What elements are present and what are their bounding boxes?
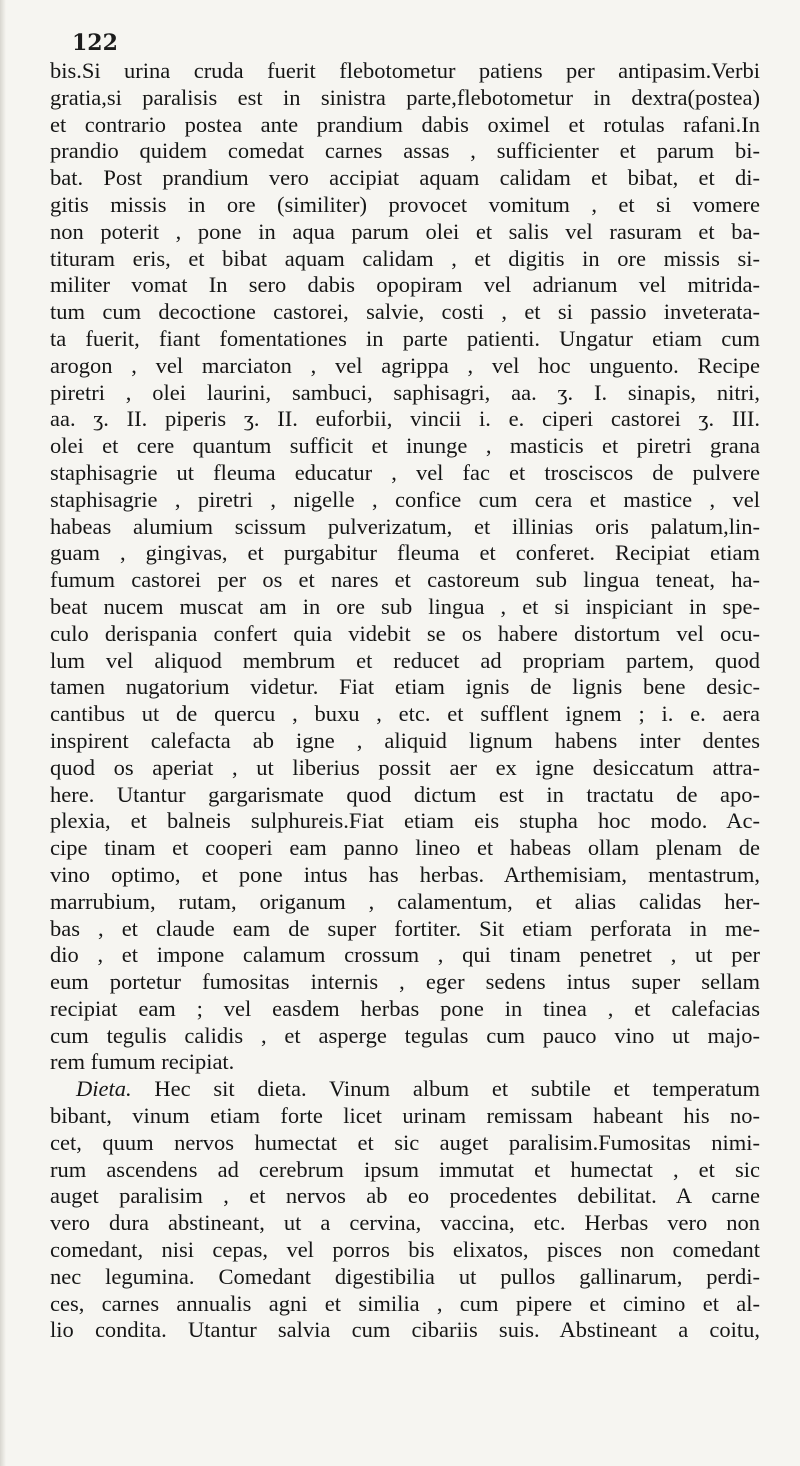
text-line: olei et cere quantum sufficit et inunge , masticis et piretri grana [50, 433, 760, 459]
text-line: rum ascendens ad cerebrum ipsum immutat et humectat , et sic [50, 1156, 760, 1182]
text-line: non poterit , pone in aqua parum olei et salis vel rasuram et ba- [50, 218, 760, 244]
text-line: inspirent calefacta ab igne , aliquid lignum habens inter dentes [50, 727, 760, 753]
text-line: gratia,si paralisis est in sinistra parte,flebotometur in dextra(postea) [50, 84, 760, 110]
text-line: habeas alumium scissum pulverizatum, et illinias oris palatum,lin- [50, 513, 760, 539]
text-line: comedant, nisi cepas, vel porros bis elixatos, pisces non comedant [50, 1237, 760, 1263]
text-line: staphisagrie ut fleuma educatur , vel fac et trosciscos de pulvere [50, 459, 760, 485]
dieta-heading-line [50, 1076, 760, 1103]
text-line: militer vomat In sero dabis opopiram vel adrianum vel mitrida- [50, 272, 760, 298]
text-line: ta fuerit, fiant fomentationes in parte patienti. Ungatur etiam cum [50, 325, 760, 351]
body-text [50, 58, 760, 1344]
page-number: 122 [72, 30, 118, 56]
text-line: bis.Si urina cruda fuerit flebotometur patiens per antipasim.Verbi [50, 58, 760, 83]
text-line: quod os aperiat , ut liberius possit aer ex igne desiccatum attra- [50, 754, 760, 780]
text-line: lio condita. Utantur salvia cum cibariis suis. Abstineant a coitu, [50, 1317, 760, 1343]
text-line: plexia, et balneis sulphureis.Fiat etiam eis stupha hoc modo. Ac- [50, 808, 760, 834]
text-line: staphisagrie , piretri , nigelle , confice cum cera et mastice , vel [50, 486, 760, 512]
text-line: cipe tinam et cooperi eam panno lineo et habeas ollam plenam de [50, 835, 760, 861]
text-line: culo derispania confert quia videbit se os habere distortum vel ocu- [50, 620, 760, 646]
text-line: tituram eris, et bibat aquam calidam , et digitis in ore missis si- [50, 245, 760, 271]
scan-edge-shadow [0, 0, 6, 1466]
text-line: ces, carnes annualis agni et similia , cum pipere et cimino et al- [50, 1290, 760, 1316]
text-line: piretri , olei laurini, sambuci, saphisagri, aa. ʒ. I. sinapis, nitri, [50, 379, 760, 405]
text-line: vino optimo, et pone intus has herbas. Arthemisiam, mentastrum, [50, 861, 760, 887]
text-line: bas , et claude eam de super fortiter. Sit etiam perforata in me- [50, 915, 760, 941]
text-line: bat. Post prandium vero accipiat aquam calidam et bibat, et di- [50, 165, 760, 191]
text-line: tamen nugatorium videtur. Fiat etiam ignis de lignis bene desic- [50, 674, 760, 700]
text-line: rem fumum recipiat. [50, 1049, 235, 1075]
dieta-label: Dieta. [76, 1076, 132, 1102]
text-line: eum portetur fumositas internis , eger sedens intus super sellam [50, 969, 760, 995]
text-line: cantibus ut de quercu , buxu , etc. et sufflent ignem ; i. e. aera [50, 701, 760, 727]
text-line: prandio quidem comedat carnes assas , sufficienter et parum bi- [50, 138, 760, 164]
text-line: dio , et impone calamum crossum , qui tinam penetret , ut per [50, 942, 760, 968]
text-line: recipiat eam ; vel easdem herbas pone in tinea , et calefacias [50, 995, 760, 1021]
text-line: vero dura abstineant, ut a cervina, vaccina, etc. Herbas vero non [50, 1210, 760, 1236]
text-line: aa. ʒ. II. piperis ʒ. II. euforbii, vincii i. e. ciperi castorei ʒ. III. [50, 406, 760, 432]
text-line: marrubium, rutam, origanum , calamentum, et alias calidas her- [50, 888, 760, 914]
text-line: auget paralisim , et nervos ab eo procedentes debilitat. A carne [50, 1183, 760, 1209]
text-line: here. Utantur gargarismate quod dictum est in tractatu de apo- [50, 781, 760, 807]
text-line: et contrario postea ante prandium dabis oximel et rotulas rafani.In [50, 111, 760, 137]
text-line: cum tegulis calidis , et asperge tegulas cum pauco vino ut majo- [50, 1022, 760, 1048]
text-line: nec legumina. Comedant digestibilia ut pullos gallinarum, perdi- [50, 1263, 760, 1289]
text-line: tum cum decoctione castorei, salvie, costi , et si passio inveterata- [50, 299, 760, 325]
text-line: bibant, vinum etiam forte licet urinam remissam habeant his no- [50, 1103, 760, 1129]
text-line: guam , gingivas, et purgabitur fleuma et conferet. Recipiat etiam [50, 540, 760, 566]
text-line: lum vel aliquod membrum et reducet ad propriam partem, quod [50, 647, 760, 673]
dieta-text: Hec sit dieta. Vinum album et subtile et temperatum [131, 1076, 760, 1102]
text-line: gitis missis in ore (similiter) provocet vomitum , et si vomere [50, 191, 760, 217]
text-line: beat nucem muscat am in ore sub lingua , et si inspiciant in spe- [50, 593, 760, 619]
text-line: arogon , vel marciaton , vel agrippa , vel hoc unguento. Recipe [50, 352, 760, 378]
text-line: cet, quum nervos humectat et sic auget paralisim.Fumositas nimi- [50, 1129, 760, 1155]
text-line: fumum castorei per os et nares et castoreum sub lingua teneat, ha- [50, 567, 760, 593]
